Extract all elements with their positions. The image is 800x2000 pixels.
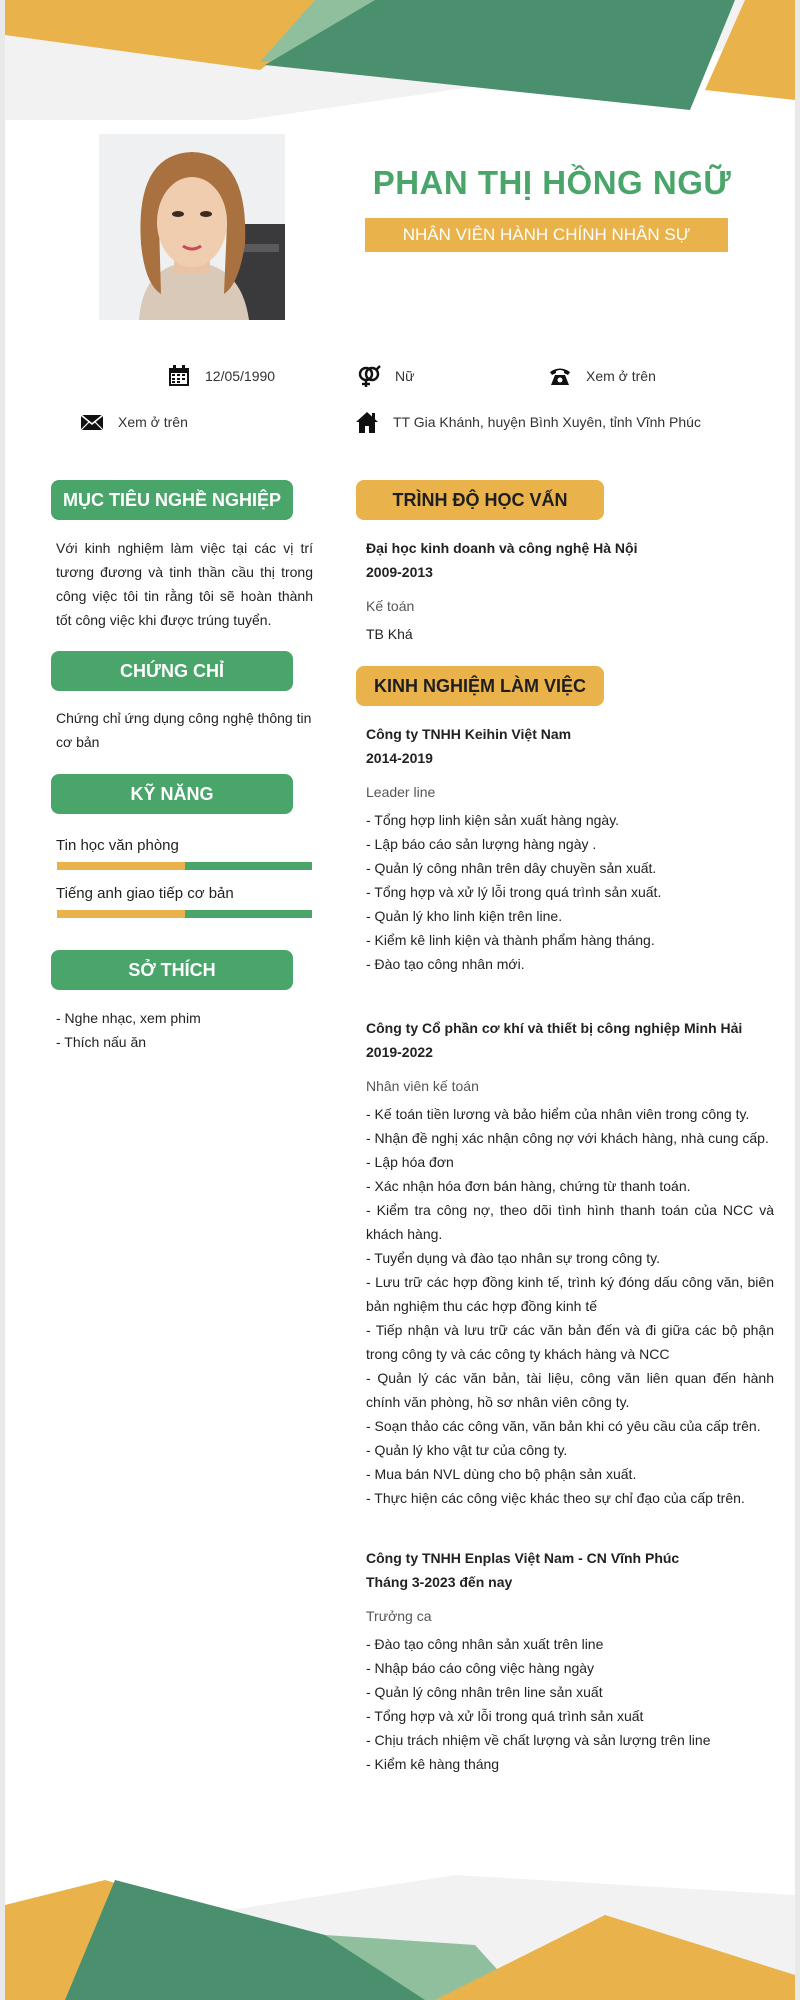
list-item: - Kiểm tra công nợ, theo dõi tình hình thanh toán của NCC và khách hàng. <box>366 1202 774 1242</box>
top-decoration <box>5 0 795 120</box>
list-item: - Mua bán NVL dùng cho bộ phận sản xuất. <box>366 1466 637 1482</box>
hobbies-list <box>56 1006 201 1054</box>
job-period: Tháng 3-2023 đến nay <box>366 1574 513 1590</box>
job-role: Nhân viên kế toán <box>366 1078 479 1094</box>
bottom-decoration <box>5 1875 795 2000</box>
list-item: - Tiếp nhận và lưu trữ các văn bản đến và đi giữa các bộ phận trong công ty và các công ty khách hàng và NCC <box>366 1322 774 1362</box>
hobbies-heading: SỞ THÍCH <box>51 950 293 990</box>
list-item: - Kiểm kê hàng tháng <box>366 1756 500 1772</box>
phone-icon <box>548 364 572 388</box>
job-period: 2019-2022 <box>366 1044 433 1060</box>
list-item: - Nghe nhạc, xem phim <box>56 1010 201 1026</box>
objective-heading: MỤC TIÊU NGHỀ NGHIỆP <box>51 480 293 520</box>
list-item: - Quản lý công nhân trên line sản xuất <box>366 1684 603 1700</box>
company-name: Công ty TNHH Enplas Việt Nam - CN Vĩnh Phúc <box>366 1550 680 1566</box>
skill-name: Tiếng anh giao tiếp cơ bản <box>56 885 234 902</box>
job-duties <box>366 1632 774 1776</box>
address-value: TT Gia Khánh, huyện Bình Xuyên, tỉnh Vĩnh Phúc <box>393 414 701 430</box>
calendar-icon <box>167 364 191 388</box>
education-major: Kế toán <box>366 598 415 614</box>
list-item: - Tuyển dụng và đào tạo nhân sự trong công ty. <box>366 1250 660 1266</box>
list-item: - Kiểm kê linh kiện và thành phẩm hàng tháng. <box>366 932 655 948</box>
list-item: - Lưu trữ các hợp đồng kinh tế, trình ký đóng dấu công văn, biên bản nghiệm thu các hợp đồng kinh tế <box>366 1274 774 1314</box>
company-name: Công ty TNHH Keihin Việt Nam <box>366 726 572 742</box>
list-item: - Tổng hợp linh kiện sản xuất hàng ngày. <box>366 812 620 828</box>
list-item: - Soạn thảo các công văn, văn bản khi có yêu cầu của cấp trên. <box>366 1418 761 1434</box>
gender-info <box>357 364 414 388</box>
address-info <box>355 410 701 434</box>
job-duties <box>366 1102 774 1510</box>
education-grade: TB Khá <box>366 626 413 642</box>
list-item: - Tổng hợp và xử lý lỗi trong quá trình sản xuất. <box>366 884 662 900</box>
list-item: - Đào tạo công nhân mới. <box>366 956 525 972</box>
list-item: - Quản lý kho vật tư của công ty. <box>366 1442 568 1458</box>
job-title-banner: NHÂN VIÊN HÀNH CHÍNH NHÂN SỰ <box>365 218 728 252</box>
company-name: Công ty Cổ phần cơ khí và thiết bị công nghiệp Minh Hải <box>366 1020 743 1036</box>
skill-name: Tin học văn phòng <box>56 837 179 854</box>
list-item: - Lập hóa đơn <box>366 1154 454 1170</box>
gender-icon <box>357 364 381 388</box>
list-item: - Quản lý công nhân trên dây chuyền sản xuất. <box>366 860 657 876</box>
education-heading: TRÌNH ĐỘ HỌC VẤN <box>356 480 604 520</box>
skills-heading: KỸ NĂNG <box>51 774 293 814</box>
list-item: - Chịu trách nhiệm về chất lượng và sản lượng trên line <box>366 1732 711 1748</box>
list-item: - Thực hiện các công việc khác theo sự chỉ đạo của cấp trên. <box>366 1490 745 1506</box>
cv-page <box>5 0 795 2000</box>
list-item: - Đào tạo công nhân sản xuất trên line <box>366 1636 604 1652</box>
school-name: Đại học kinh doanh và công nghệ Hà Nội <box>366 540 638 556</box>
list-item: - Thích nấu ăn <box>56 1034 147 1050</box>
list-item: - Quản lý kho linh kiện trên line. <box>366 908 563 924</box>
experience-heading: KINH NGHIỆM LÀM VIỆC <box>356 666 604 706</box>
list-item: - Nhập báo cáo công việc hàng ngày <box>366 1660 595 1676</box>
list-item: - Nhận đề nghị xác nhận công nợ với khách hàng, nhà cung cấp. <box>366 1130 769 1146</box>
phone-info <box>548 364 656 388</box>
skill-level-bar <box>57 910 312 918</box>
certificates-text: Chứng chỉ ứng dụng công nghệ thông tin cơ bản <box>56 710 312 750</box>
dob-value: 12/05/1990 <box>205 368 276 384</box>
home-icon <box>355 410 379 434</box>
gender-value: Nữ <box>395 368 415 384</box>
list-item: - Tổng hợp và xử lỗi trong quá trình sản xuất <box>366 1708 644 1724</box>
list-item: - Xác nhận hóa đơn bán hàng, chứng từ thanh toán. <box>366 1178 691 1194</box>
list-item: - Quản lý các văn bản, tài liệu, công văn liên quan đến hành chính văn phòng, hồ sơ nhân viên công ty. <box>366 1370 774 1410</box>
education-period: 2009-2013 <box>366 564 433 580</box>
list-item: - Kế toán tiền lương và bảo hiểm của nhân viên trong công ty. <box>366 1106 750 1122</box>
dob-info <box>167 364 275 388</box>
job-role: Trưởng ca <box>366 1608 432 1624</box>
email-value: Xem ở trên <box>118 414 188 430</box>
job-period: 2014-2019 <box>366 750 433 766</box>
email-icon <box>80 410 104 434</box>
profile-photo <box>99 134 285 320</box>
objective-text: Với kinh nghiệm làm việc tại các vị trí tương đương và tinh thần cầu thị trong công việc tôi tin rằng tôi sẽ hoàn thành tốt công việc khi được trúng tuyển. <box>56 540 313 628</box>
list-item: - Lập báo cáo sản lượng hàng ngày . <box>366 836 597 852</box>
phone-value: Xem ở trên <box>586 368 656 384</box>
certificates-heading: CHỨNG CHỈ <box>51 651 293 691</box>
candidate-name: PHAN THỊ HỒNG NGỮ <box>372 164 732 201</box>
job-duties <box>366 808 774 976</box>
job-role: Leader line <box>366 784 436 800</box>
skill-level-bar <box>57 862 312 870</box>
email-info <box>80 410 188 434</box>
